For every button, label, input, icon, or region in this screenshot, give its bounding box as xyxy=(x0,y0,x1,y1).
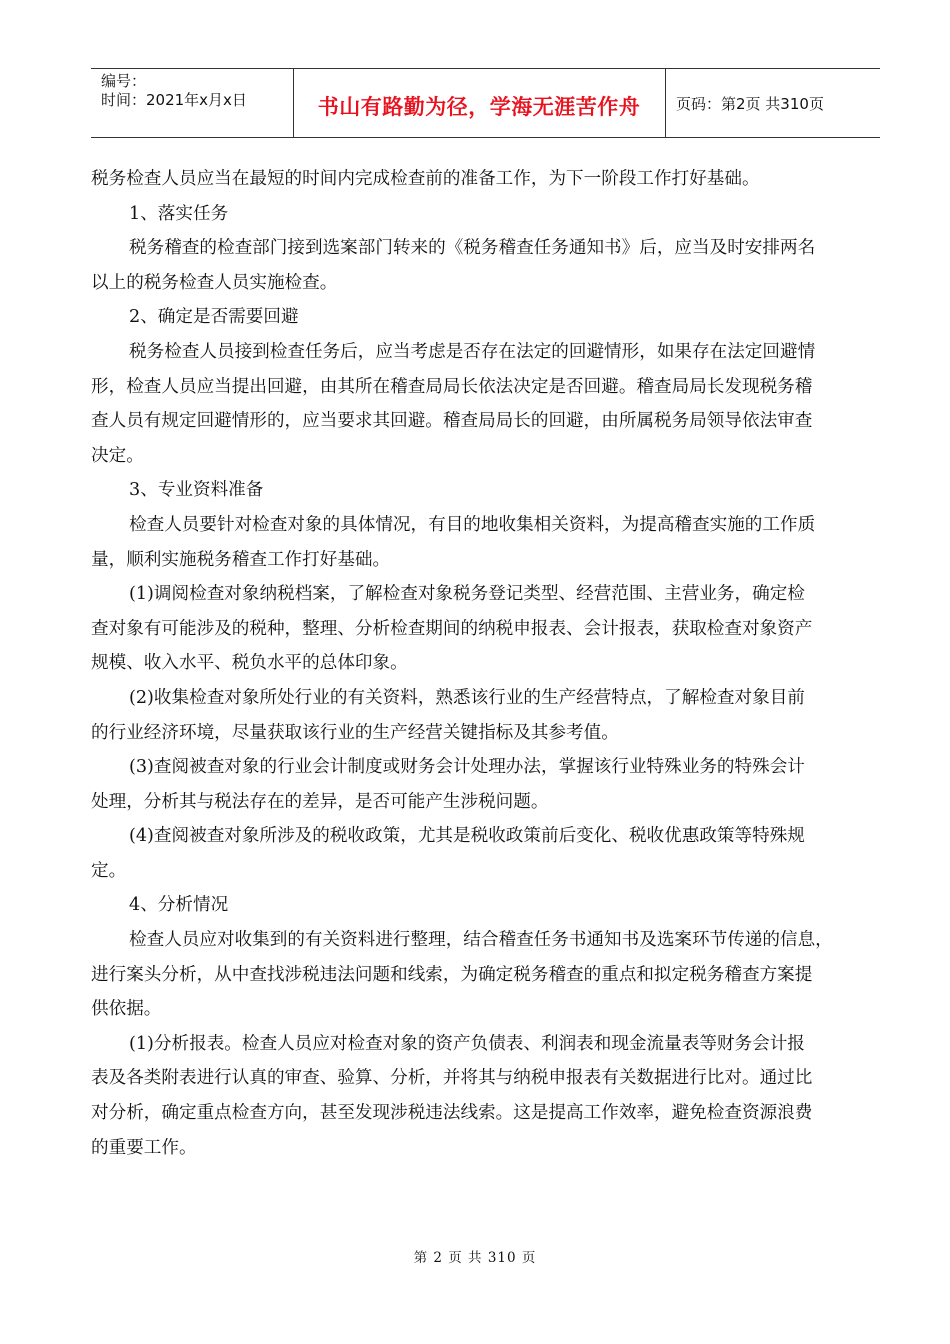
text-line: 税务检查人员接到检查任务后，应当考虑是否存在法定的回避情形，如果存在法定回避情 xyxy=(129,341,816,362)
paragraph xyxy=(91,750,883,819)
paragraph xyxy=(91,681,883,750)
text-line: (2)收集检查对象所处行业的有关资料，熟悉该行业的生产经营特点，了解检查对象目前 xyxy=(129,687,805,708)
text-line: 进行案头分析，从中查找涉税违法问题和线索，为确定税务稽查的重点和拟定税务稽查方案提 xyxy=(91,964,813,985)
document-header xyxy=(91,68,880,138)
paragraph xyxy=(91,1027,883,1165)
text-line: 查人员有规定回避情形的，应当要求其回避。稽查局局长的回避，由所属税务局领导依法审查 xyxy=(91,411,813,432)
text-line: 定。 xyxy=(91,860,127,881)
text-line: 决定。 xyxy=(91,445,144,466)
text-line: 规模、收入水平、税负水平的总体印象。 xyxy=(91,653,408,674)
text-line: 查对象有可能涉及的税种，整理、分析检查期间的纳税申报表、会计报表，获取检查对象资产 xyxy=(91,618,813,639)
paragraph xyxy=(91,923,883,1027)
document-body xyxy=(91,162,883,1165)
page-code: 页码：第2页 共310页 xyxy=(676,95,824,113)
text-line: 对分析，确定重点检查方向，甚至发现涉税违法线索。这是提高工作效率，避免检查资源浪费 xyxy=(91,1103,813,1124)
text-line: 量，顺利实施税务稽查工作打好基础。 xyxy=(91,549,391,570)
paragraph xyxy=(91,231,883,300)
header-info-cell xyxy=(91,69,294,137)
text-line: 税务稽查的检查部门接到选案部门转来的《税务稽查任务通知书》后，应当及时安排两名 xyxy=(129,238,816,259)
text-line: 形，检查人员应当提出回避，由其所在稽查局局长依法决定是否回避。稽查局局长发现税务稽 xyxy=(91,376,813,397)
section-heading xyxy=(91,300,883,335)
paragraph xyxy=(91,577,883,681)
text-line: 的行业经济环境，尽量获取该行业的生产经营关键指标及其参考值。 xyxy=(91,722,619,743)
paragraph xyxy=(91,508,883,577)
text-line: 的重要工作。 xyxy=(91,1137,197,1158)
number-label: 编号： xyxy=(101,72,147,90)
text-line: 表及各类附表进行认真的审查、验算、分析，并将其与纳税申报表有关数据进行比对。通过比 xyxy=(91,1068,813,1089)
section-heading xyxy=(91,473,883,508)
text-line: 检查人员要针对检查对象的具体情况，有目的地收集相关资料，为提高稽查实施的工作质 xyxy=(129,514,816,535)
text-line: 3、专业资料准备 xyxy=(129,480,264,501)
text-line: 以上的税务检查人员实施检查。 xyxy=(91,272,338,293)
header-motto-cell xyxy=(293,69,666,137)
header-page-cell xyxy=(666,69,880,137)
text-line: 2、确定是否需要回避 xyxy=(129,307,299,328)
section-heading xyxy=(91,197,883,232)
text-line: 检查人员应对收集到的有关资料进行整理，结合稽查任务书通知书及选案环节传递的信息， xyxy=(129,930,833,951)
text-line: 1、落实任务 xyxy=(129,203,229,224)
text-line: (3)查阅被查对象的行业会计制度或财务会计处理办法，掌握该行业特殊业务的特殊会计 xyxy=(129,757,805,778)
text-line: (1)分析报表。检查人员应对检查对象的资产负债表、利润表和现金流量表等财务会计报 xyxy=(129,1033,805,1054)
text-line: 税务检查人员应当在最短的时间内完成检查前的准备工作，为下一阶段工作打好基础。 xyxy=(91,169,760,189)
motto-text: 书山有路勤为径，学海无涯苦作舟 xyxy=(317,95,641,119)
text-line: 供依据。 xyxy=(91,999,162,1020)
text-line: 处理，分析其与税法存在的差异，是否可能产生涉税问题。 xyxy=(91,791,549,812)
paragraph xyxy=(91,819,883,888)
paragraph xyxy=(91,162,883,197)
section-heading xyxy=(91,888,883,923)
page-footer: 第 2 页 共 310 页 xyxy=(413,1250,537,1266)
text-line: (4)查阅被查对象所涉及的税收政策，尤其是税收政策前后变化、税收优惠政策等特殊规 xyxy=(129,826,805,847)
paragraph xyxy=(91,335,883,473)
text-line: 4、分析情况 xyxy=(129,895,229,916)
time-label: 时间：2021年x月x日 xyxy=(101,91,247,109)
text-line: (1)调阅检查对象纳税档案，了解检查对象税务登记类型、经营范围、主营业务，确定检 xyxy=(129,584,805,605)
